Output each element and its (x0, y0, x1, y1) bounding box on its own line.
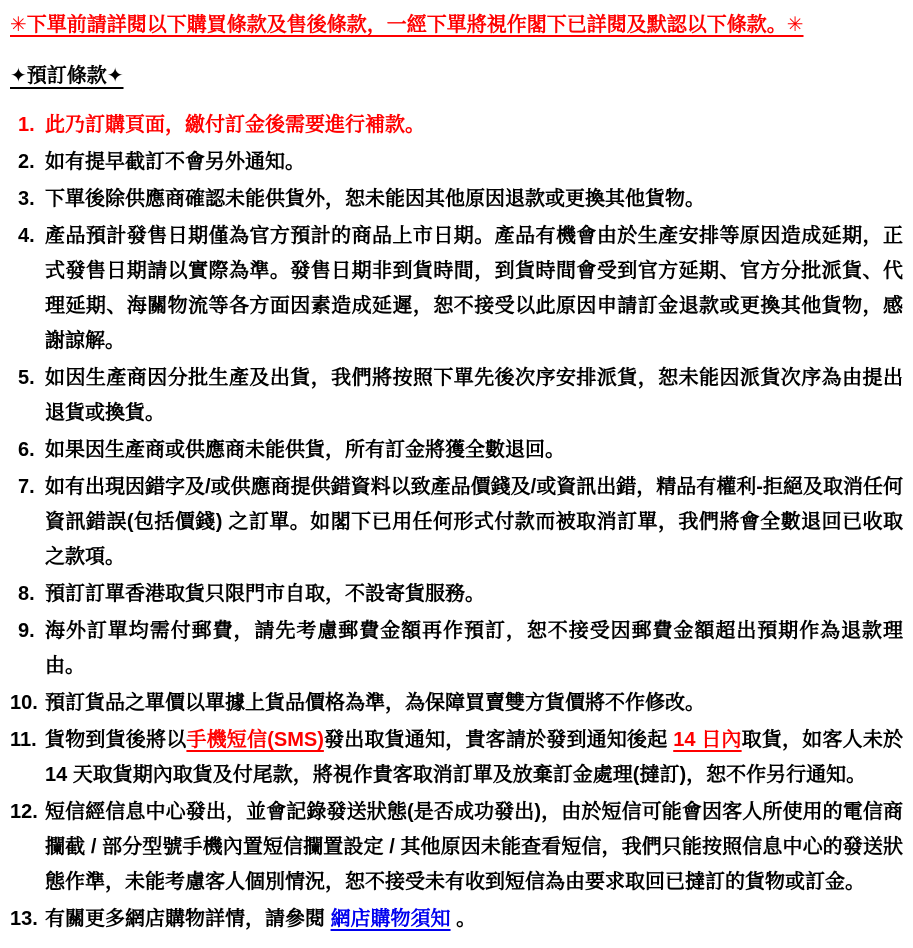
term-number: 13. (10, 908, 38, 930)
term-text (45, 801, 903, 893)
term-text (45, 367, 903, 424)
term-text-segment: 海外訂單均需付郵費，請先考慮郵費金額再作預訂，恕不接受因郵費金額超出預期作為退款理由。 (45, 620, 903, 677)
term-item (10, 182, 903, 217)
term-text (45, 225, 903, 352)
term-number: 11. (10, 729, 37, 751)
term-text (45, 114, 425, 136)
term-item (10, 145, 903, 180)
term-text-segment: 發出取貨通知，貴客請於發到通知後起 (323, 729, 674, 751)
term-item (10, 433, 903, 468)
term-text (45, 439, 565, 461)
term-text-segment: 短信經信息中心發出，並會記錄發送狀態(是否成功發出)，由於短信可能會因客人所使用的電信商攔截 / 部分型號手機內置短信攔置設定 / 其他原因未能查看短信，我們只能按照信息中心的發送狀態作準，未能考慮客人個別情況，恕不接受未有收到短信為由要求取回已撻訂的貨物或訂金。 (45, 801, 903, 893)
term-text-segment: 取貨，如客人未於 14 天取貨期內取貨及付尾款，將視作貴客取消訂單及放棄訂金處理(撻訂)，恕不作另行通知。 (45, 729, 904, 786)
section-title-preorder-terms (10, 59, 903, 94)
term-item (10, 723, 903, 793)
section-title-text: ✦預訂條款✦ (10, 65, 124, 87)
term-number: 3. (18, 188, 35, 210)
term-text-segment: 如果因生產商或供應商未能供貨，所有訂金將獲全數退回。 (45, 439, 565, 461)
term-number: 10. (10, 692, 38, 714)
term-text (45, 476, 903, 568)
term-item (10, 902, 903, 937)
term-text-segment: 如因生產商因分批生產及出貨，我們將按照下單先後次序安排派貨，恕未能因派貨次序為由提出退貨或換貨。 (45, 367, 903, 424)
term-text-segment: 此乃訂購頁面，繳付訂金後需要進行補款。 (45, 114, 425, 136)
term-text (45, 692, 705, 714)
term-number: 2. (18, 151, 35, 173)
term-number: 4. (18, 225, 35, 247)
term-text (45, 583, 485, 605)
term-text-segment: 如有提早截訂不會另外通知。 (45, 151, 305, 173)
term-item (10, 686, 903, 721)
term-text-segment: 預訂訂單香港取貨只限門市自取，不設寄貨服務。 (45, 583, 485, 605)
term-text-segment: 14 日內 (673, 729, 742, 751)
term-item (10, 108, 903, 143)
term-number: 9. (18, 620, 35, 642)
terms-list (10, 108, 903, 937)
term-text-segment: 預訂貨品之單價以單據上貨品價格為準，為保障買賣雙方貨價將不作修改。 (45, 692, 705, 714)
term-text-segment: 下單後除供應商確認未能供貨外，恕未能因其他原因退款或更換其他貨物。 (45, 188, 705, 210)
term-text (45, 151, 305, 173)
term-number: 5. (18, 367, 35, 389)
term-text (45, 729, 903, 786)
term-text (45, 188, 705, 210)
term-number: 12. (10, 801, 38, 823)
term-item (10, 577, 903, 612)
term-item (10, 614, 903, 684)
term-text (45, 620, 903, 677)
term-text-segment: 產品預計發售日期僅為官方預計的商品上市日期。產品有機會由於生產安排等原因造成延期，正式發售日期請以實際為準。發售日期非到貨時間，到貨時間會受到官方延期、官方分批派貨、代理延期、海關物流等各方面因素造成延遲，恕不接受以此原因申請訂金退款或更換其他貨物，感謝諒解。 (45, 225, 903, 352)
term-text-segment: 有關更多網店購物詳情，請參閱 (45, 908, 331, 930)
term-text (45, 908, 476, 930)
term-text-segment: 手機短信(SMS) (186, 729, 324, 751)
term-number: 7. (18, 476, 35, 498)
term-text-segment: 如有出現因錯字及/或供應商提供錯資料以致產品價錢及/或資訊出錯，精品有權利-拒絕及取消任何資訊錯誤(包括價錢) 之訂單。如閣下已用任何形式付款而被取消訂單，我們將會全數退回已收取之款項。 (45, 476, 903, 568)
pre-order-warning-header: ✳下單前請詳閱以下購買條款及售後條款，一經下單將視作閣下已詳閱及默認以下條款。✳ (10, 14, 804, 36)
term-item (10, 470, 903, 575)
term-text-segment: 貨物到貨後將以 (45, 729, 187, 751)
term-number: 8. (18, 583, 35, 605)
term-item (10, 795, 903, 900)
term-item (10, 219, 903, 359)
term-number: 1. (18, 114, 35, 136)
term-number: 6. (18, 439, 35, 461)
term-item (10, 361, 903, 431)
store-shopping-notice-link[interactable]: 網店購物須知 (330, 908, 451, 930)
term-text-segment: 。 (450, 908, 477, 930)
